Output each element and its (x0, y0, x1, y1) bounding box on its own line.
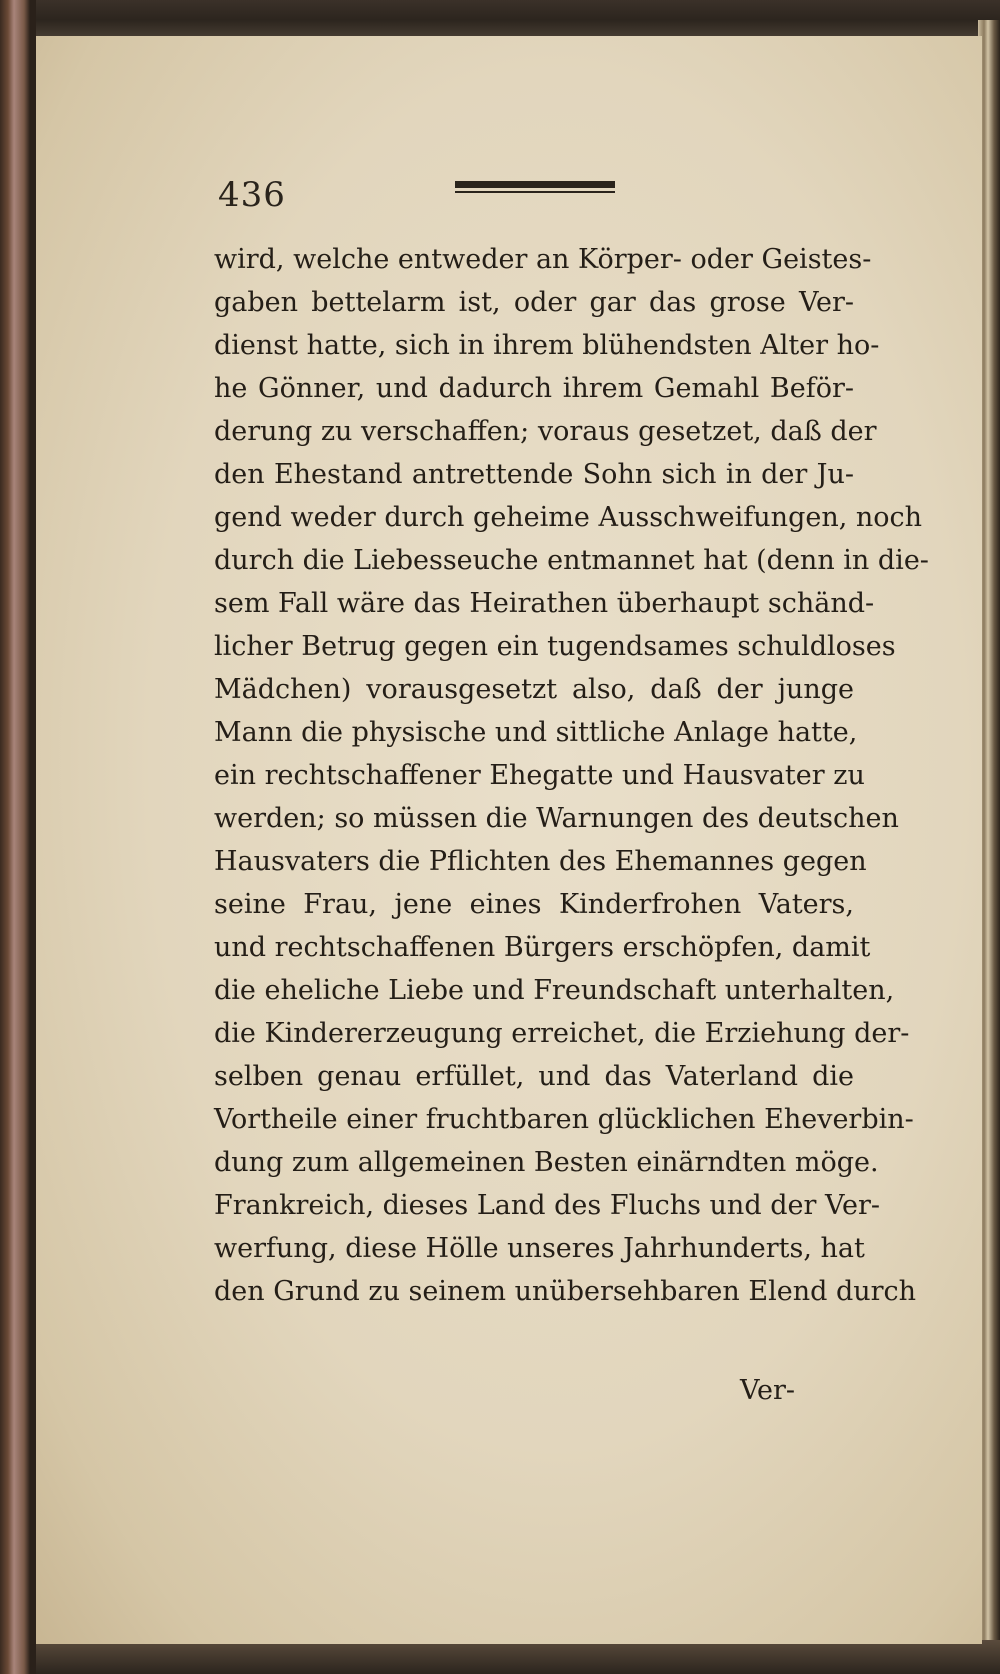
body-text (214, 238, 929, 1313)
text-line: licher Betrug gegen ein tugendsames schuldloses (214, 631, 896, 662)
text-line: Vortheile einer fruchtbaren glücklichen Eheverbin- (214, 1104, 914, 1135)
text-line: gaben bettelarm ist, oder gar das grose Ver- (214, 287, 854, 318)
header-rule-thin (455, 191, 615, 193)
text-line: dienst hatte, sich in ihrem blühendsten Alter ho- (214, 330, 880, 361)
text-line: Hausvaters die Pflichten des Ehemannes gegen (214, 846, 867, 877)
text-line: wird, welche entweder an Körper- oder Geistes- (214, 244, 872, 275)
scan-bottom-edge (36, 1640, 1000, 1674)
text-line: ein rechtschaffener Ehegatte und Hausvater zu (214, 760, 865, 791)
text-line: he Gönner, und dadurch ihrem Gemahl Beför- (214, 373, 854, 404)
text-line: dung zum allgemeinen Besten einärndten möge. (214, 1147, 879, 1178)
text-line: Mädchen) vorausgesetzt also, daß der junge (214, 674, 854, 705)
scan-top-edge (36, 0, 1000, 40)
text-line: werden; so müssen die Warnungen des deutschen (214, 803, 899, 834)
text-line: gend weder durch geheime Ausschweifungen, noch (214, 502, 923, 533)
text-line: die Kindererzeugung erreichet, die Erziehung der- (214, 1018, 910, 1049)
text-line: sem Fall wäre das Heirathen überhaupt schänd- (214, 588, 875, 619)
catchword: Ver- (740, 1375, 796, 1406)
text-line: die eheliche Liebe und Freundschaft unterhalten, (214, 975, 895, 1006)
text-line: und rechtschaffenen Bürgers erschöpfen, damit (214, 932, 871, 963)
text-line: durch die Liebesseuche entmannet hat (denn in die- (214, 545, 929, 576)
text-line: den Ehestand antrettende Sohn sich in der Ju- (214, 459, 854, 490)
text-line: Mann die physische und sittliche Anlage hatte, (214, 717, 858, 748)
header-rule-thick (455, 181, 615, 188)
page-number: 436 (218, 175, 286, 215)
text-line: den Grund zu seinem unübersehbaren Elend durch (214, 1276, 917, 1307)
header-rule (455, 181, 615, 195)
text-line: derung zu verschaffen; voraus gesetzet, daß der (214, 416, 877, 447)
text-line: Frankreich, dieses Land des Fluchs und der Ver- (214, 1190, 880, 1221)
text-line: seine Frau, jene eines Kinderfrohen Vaters, (214, 889, 854, 920)
page-header (180, 155, 640, 225)
text-line: selben genau erfüllet, und das Vaterland die (214, 1061, 854, 1092)
text-line: werfung, diese Hölle unseres Jahrhunderts, hat (214, 1233, 865, 1264)
